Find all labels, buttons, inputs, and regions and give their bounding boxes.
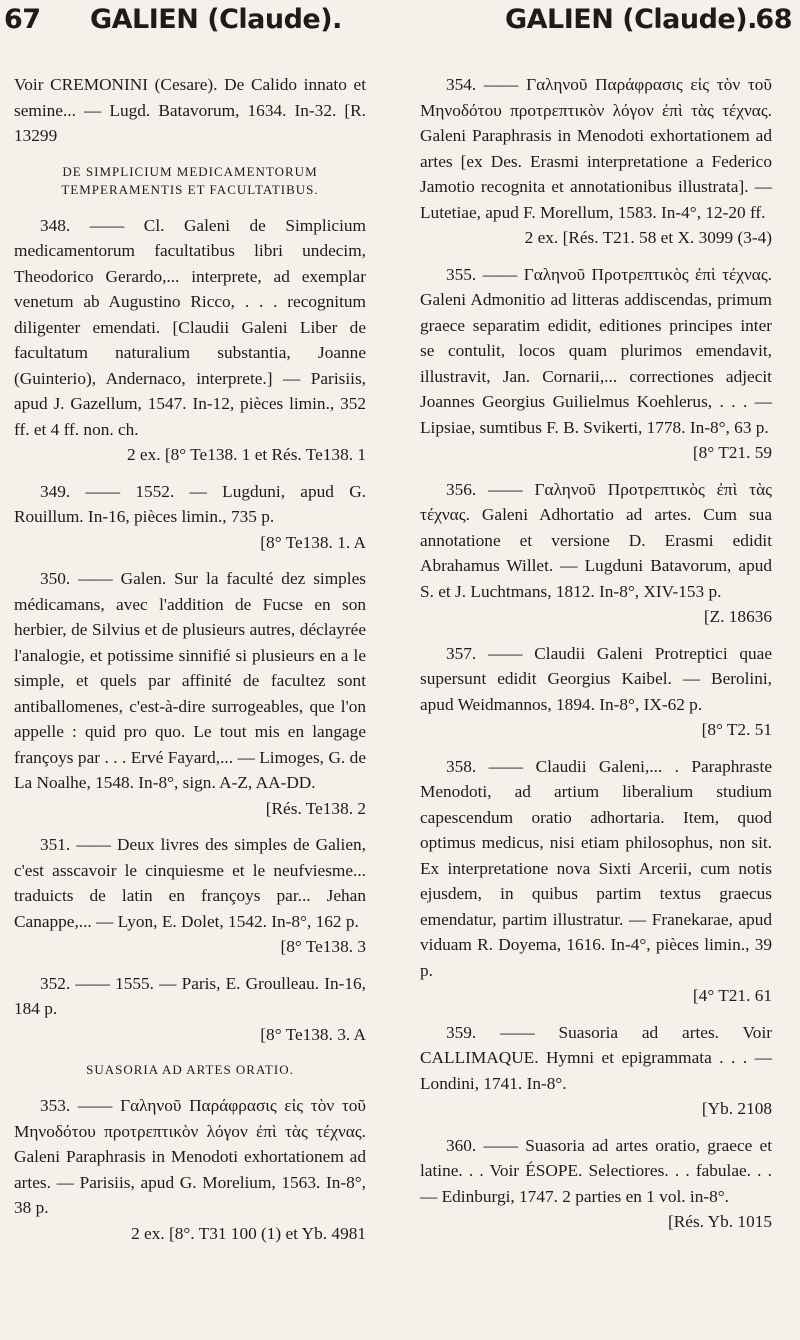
entry-355: [420, 262, 772, 466]
entry-353: [14, 1093, 366, 1246]
see-also-cremonini: Voir CREMONINI (Cesare). De Calido innato et semine... — Lugd. Batavorum, 1634. In-32. [R. 13299: [14, 75, 366, 145]
entry-348: [14, 213, 366, 468]
shelfmark: [Rés. Yb. 1015: [668, 1212, 772, 1231]
entry-text: 352. —— 1555. — Paris, E. Groulleau. In-16, 184 p.: [14, 973, 366, 1018]
entry-text: 349. —— 1552. — Lugduni, apud G. Rouillum. In-16, pièces limin., 735 p.: [14, 481, 366, 526]
running-title-left: GALIEN (Claude).: [90, 4, 342, 35]
shelfmark: [8° T21. 59: [692, 443, 772, 462]
entry-text: 351. —— Deux livres des simples de Galien, c'est asscavoir le cinquiesme et le neufviesme... traduicts de latin en françoys par... Jehan Canappe,... — Lyon, E. Dolet, 1542. In-8°, 162 p.: [14, 835, 366, 931]
entry-359: [420, 1020, 772, 1122]
running-title-right: GALIEN (Claude).: [505, 4, 757, 35]
section-heading-suasoria: SUASORIA AD ARTES ORATIO.: [86, 1062, 294, 1077]
entry-text: 348. —— Cl. Galeni de Simplicium medicamentorum facultatibus libri undecim, Theodorico Gerardo,... interprete, ad exemplar venetum ab Augustino Ricco, . . . recognitum diligenter emendati. [Claudii Galeni Liber de facultatum naturalium substantia, Joanne (Guinterio), Andernaco, interprete.] — Parisiis, apud J. Gazellum, 1547. In-12, pièces limin., 352 ff. et 4 ff. non. ch.: [14, 215, 366, 439]
entry-358: [420, 754, 772, 1009]
shelfmark: 2 ex. [8° Te138. 1 et Rés. Te138. 1: [126, 445, 366, 464]
entry-text: 350. —— Galen. Sur la faculté dez simples médicamans, avec l'addition de Fucse en son herbier, de Silvius et de plusieurs autres, déclayrée l'analogie, et potissime sinnifié si plusieurs en a le simple, et quels par affinité de facultez sont antiballomenes, c'est-à-dire surrogeables, que l'on appelle : quid pro quo. Le tout mis en langage françoys par . . . Ervé Fayard,... — Limoges, G. de La Noalhe, 1548. In-8°, sign. A-Z, AA-DD.: [14, 569, 366, 792]
shelfmark: [Rés. Te138. 2: [265, 798, 366, 818]
shelfmark: [8° T2. 51: [701, 720, 772, 739]
shelfmark: [Z. 18636: [703, 607, 772, 626]
right-column: [420, 72, 772, 1332]
left-column: [14, 72, 366, 1332]
shelfmark: [Yb. 2108: [701, 1099, 772, 1118]
entry-352: [14, 971, 366, 1048]
shelfmark: [4° T21. 61: [692, 986, 772, 1005]
shelfmark: 2 ex. [Rés. T21. 58 et X. 3099 (3-4): [524, 228, 772, 247]
page-header: [0, 0, 800, 56]
entry-351: [14, 832, 366, 960]
entry-360: [420, 1133, 772, 1235]
entry-text: 357. —— Claudii Galeni Protreptici quae supersunt edidit Georgius Kaibel. — Berolini, apud Weidmannos, 1894. In-8°, IX-62 p.: [420, 643, 772, 714]
entry-text: 360. —— Suasoria ad artes oratio, graece et latine. . . Voir ÉSOPE. Selectiores. . . fabulae. . . — Edinburgi, 1747. 2 parties en 1 vol. in-8°.: [420, 1135, 772, 1206]
entry-text: 355. —— Γαληνοῦ Προτρεπτικὸς ἐπὶ τέχνας. Galeni Admonitio ad litteras addiscendas, primum graece separatim edidit, editiones principes inter se contulit, locos quam plurimos emendavit, illustravit, Jan. Cornarii,... correctiones adjecit Joannes Georgius Guilielmus Koehlerus, . . . — Lipsiae, sumtibus F. B. Svikerti, 1778. In-8°, 63 p.: [420, 264, 772, 437]
entry-text: 356. —— Γαληνοῦ Προτρεπτικὸς ἐπὶ τὰς τέχνας. Galeni Adhortatio ad artes. Cum sua annotatione et versione D. Erasmi edidit Abrahamus Willet. — Lugduni Batavorum, apud S. et J. Luchtmans, 1812. In-8°, XIV-153 p.: [420, 479, 772, 601]
entry-356: [420, 477, 772, 630]
entry-350: [14, 566, 366, 821]
shelfmark: [8° Te138. 1. A: [260, 532, 366, 552]
entry-text: 359. —— Suasoria ad artes. Voir CALLIMAQUE. Hymni et epigrammata . . . — Londini, 1741. In-8°.: [420, 1022, 772, 1093]
shelfmark: [8° Te138. 3. A: [260, 1024, 366, 1044]
entry-text: 358. —— Claudii Galeni,... . Paraphraste Menodoti, ad artium liberalium studium capescendum oratio adhortaria. Item, quod optimus medicus, nisi etiam philosophus, non sit. Ex interpretatione nova Sixti Arcerii, cum notis ejusdem, in quibus partim textus graecus emendatur, partim illustratur. — Franekarae, apud viduam R. Doyema, 1616. In-4°, pièces limin., 39 p.: [420, 756, 772, 980]
shelfmark: 2 ex. [8°. T31 100 (1) et Yb. 4981: [131, 1223, 366, 1243]
page-number-left: 67: [4, 4, 41, 35]
shelfmark: [8° Te138. 3: [280, 937, 366, 956]
entry-354: [420, 72, 772, 251]
page-number-right: 68: [755, 4, 792, 35]
entry-357: [420, 641, 772, 743]
entry-text: 353. —— Γαληνοῦ Παράφρασις εἰς τὸν τοῦ Μηνοδότου προτρεπτικὸν λόγον ἐπὶ τὰς τέχνας. Galeni Paraphrasis in Menodoti exhortationem ad artes. — Parisiis, apud G. Morelium, 1563. In-8°, 38 p.: [14, 1096, 366, 1217]
entry-text: 354. —— Γαληνοῦ Παράφρασις εἰς τὸν τοῦ Μηνοδότου προτρεπτικὸν λόγον ἐπὶ τὰς τέχνας. Galeni Paraphrasis in Menodoti exhortationem ad artes [ex Des. Erasmi interpretatione a Federico Jamotio recognita et annotationibus illustrata]. — Lutetiae, apud F. Morellum, 1583. In-4°, 12-20 ff.: [420, 75, 772, 222]
entry-349: [14, 479, 366, 556]
section-heading-simplicium: DE SIMPLICIUM MEDICAMENTORUM TEMPERAMENTIS ET FACULTATIBUS.: [61, 163, 319, 197]
